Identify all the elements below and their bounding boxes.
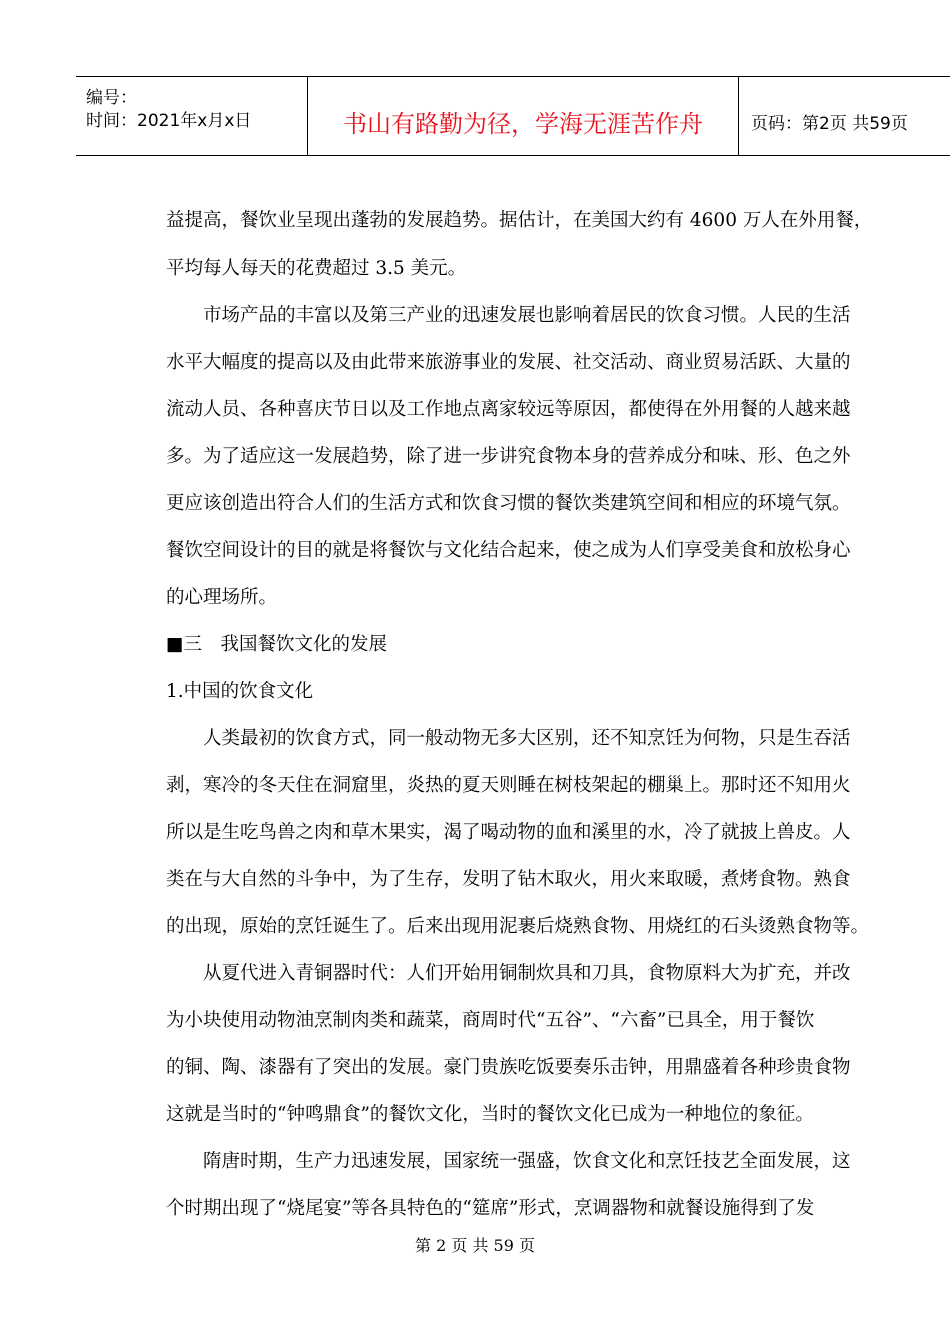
header-page-cell <box>739 77 950 155</box>
body-line: 水平大幅度的提高以及由此带来旅游事业的发展、社交活动、商业贸易活跃、大量的 <box>166 352 851 373</box>
section-heading: ■三 我国餐饮文化的发展 <box>166 634 387 655</box>
body-line: 的铜、陶、漆器有了突出的发展。豪门贵族吃饭要奏乐击钟，用鼎盛着各种珍贵食物 <box>166 1057 851 1078</box>
body-line: 更应该创造出符合人们的生活方式和饮食习惯的餐饮类建筑空间和相应的环境气氛。 <box>166 493 851 514</box>
document-time-label: 时间：2021年x月x日 <box>86 111 252 131</box>
body-line: 人类最初的饮食方式，同一般动物无多大区别，还不知烹饪为何物，只是生吞活 <box>203 728 851 749</box>
header-info-cell <box>76 77 308 155</box>
body-line: 这就是当时的“钟鸣鼎食”的餐饮文化，当时的餐饮文化已成为一种地位的象征。 <box>166 1104 814 1125</box>
body-line: 为小块使用动物油烹制肉类和蔬菜，商周时代“五谷”、“六畜”已具全，用于餐饮 <box>166 1010 815 1031</box>
document-number-label: 编号： <box>86 88 137 108</box>
body-line: 平均每人每天的花费超过 3.5 美元。 <box>166 258 467 279</box>
header-page-code: 页码：第2页 共59页 <box>751 114 908 134</box>
body-line: 从夏代进入青铜器时代：人们开始用铜制炊具和刀具，食物原料大为扩充，并改 <box>203 963 851 984</box>
header-motto: 书山有路勤为径，学海无涯苦作舟 <box>343 110 703 138</box>
body-line: 剥，寒冷的冬天住在洞窟里，炎热的夏天则睡在树枝架起的棚巢上。那时还不知用火 <box>166 775 851 796</box>
header-motto-cell <box>308 77 739 155</box>
page-header <box>76 76 950 156</box>
body-line: 所以是生吃鸟兽之肉和草木果实，渴了喝动物的血和溪里的水，冷了就披上兽皮。人 <box>166 822 851 843</box>
body-line: 餐饮空间设计的目的就是将餐饮与文化结合起来，使之成为人们享受美食和放松身心 <box>166 540 851 561</box>
body-line: 个时期出现了“烧尾宴”等各具特色的“筵席”形式，烹调器物和就餐设施得到了发 <box>166 1198 815 1219</box>
body-line: 的出现，原始的烹饪诞生了。后来出现用泥裹后烧熟食物、用烧红的石头烫熟食物等。 <box>166 916 870 937</box>
body-line: 流动人员、各种喜庆节日以及工作地点离家较远等原因，都使得在外用餐的人越来越 <box>166 399 851 420</box>
body-line: 的心理场所。 <box>166 587 278 608</box>
page-footer: 第 2 页 共 59 页 <box>415 1236 535 1255</box>
body-line: 市场产品的丰富以及第三产业的迅速发展也影响着居民的饮食习惯。人民的生活 <box>203 305 851 326</box>
body-line: 多。为了适应这一发展趋势，除了进一步讲究食物本身的营养成分和味、形、色之外 <box>166 446 851 467</box>
subsection-heading: 1.中国的饮食文化 <box>166 681 314 702</box>
body-line: 益提高，餐饮业呈现出蓬勃的发展趋势。据估计，在美国大约有 4600 万人在外用餐， <box>166 210 873 231</box>
body-line: 隋唐时期，生产力迅速发展，国家统一强盛，饮食文化和烹饪技艺全面发展，这 <box>203 1151 851 1172</box>
body-line: 类在与大自然的斗争中，为了生存，发明了钻木取火，用火来取暖，煮烤食物。熟食 <box>166 869 851 890</box>
